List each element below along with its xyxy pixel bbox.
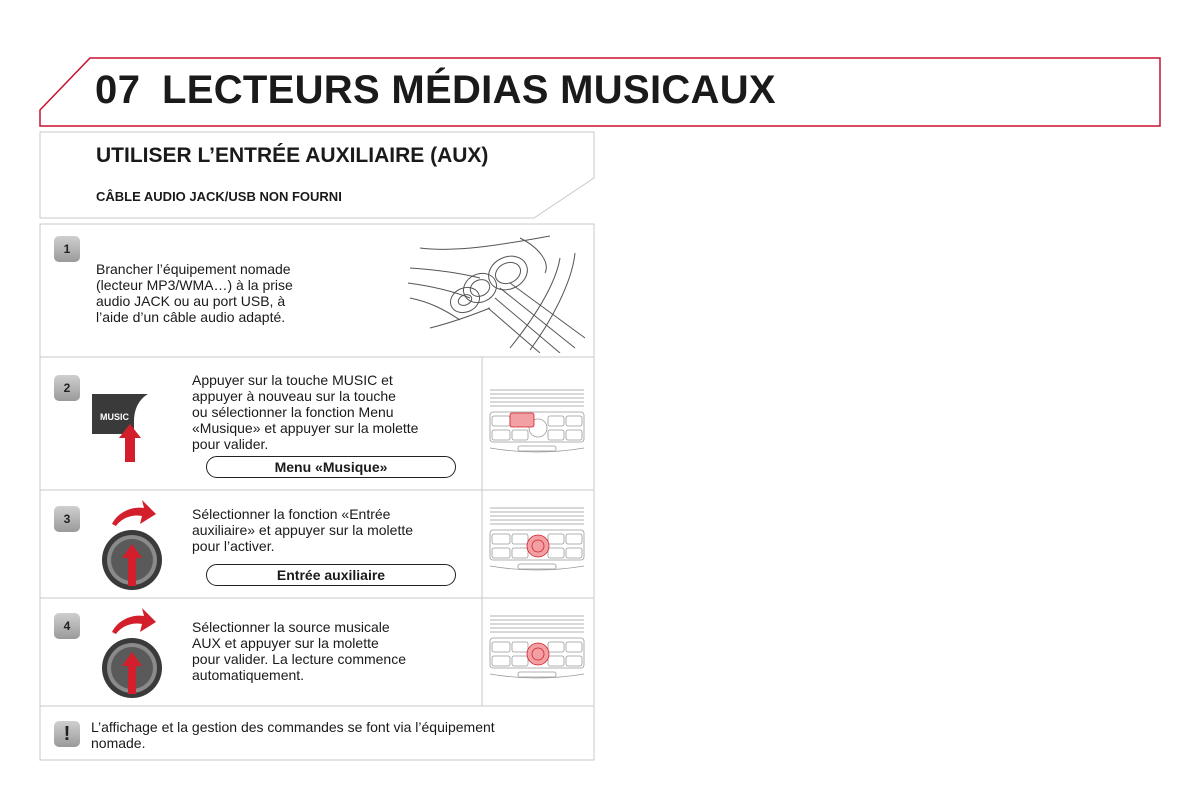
- dial-knob-icon: [98, 602, 168, 702]
- music-key-label: MUSIC: [100, 412, 129, 422]
- chapter-number: 07: [95, 68, 141, 112]
- step-4-text: Sélectionner la source musicale AUX et appuyer sur la molette pour valider. La lecture commence automatiquement.: [192, 619, 406, 683]
- step-2-badge: 2: [54, 375, 80, 401]
- music-key-icon: [88, 388, 168, 468]
- step-2-text: Appuyer sur la touche MUSIC et appuyer à nouveau sur la touche ou sélectionner la fonction Menu «Musique» et appuyer sur la molette pour valider.: [192, 372, 419, 452]
- step-4-badge: 4: [54, 613, 80, 639]
- step-3-badge: 3: [54, 506, 80, 532]
- exclamation-icon: !: [54, 721, 80, 747]
- section-subtitle: CÂBLE AUDIO JACK/USB NON FOURNI: [96, 189, 342, 204]
- dial-knob-icon: [98, 494, 168, 594]
- radio-panel-dial-icon: [486, 504, 588, 582]
- chapter-title: LECTEURS MÉDIAS MUSICAUX: [162, 68, 776, 112]
- radio-panel-music-icon: [486, 386, 588, 464]
- step-1-text: Brancher l’équipement nomade (lecteur MP3/WMA…) à la prise audio JACK ou au port USB, à l’aide d’un câble audio adapté.: [96, 261, 293, 325]
- note-text: L’affichage et la gestion des commandes se font via l’équipement nomade.: [91, 719, 495, 751]
- menu-musique-pill: Menu «Musique»: [206, 456, 456, 478]
- step-3-text: Sélectionner la fonction «Entrée auxiliaire» et appuyer sur la molette pour l’activer.: [192, 506, 414, 554]
- jack-usb-port-icon: [400, 228, 590, 353]
- entree-auxiliaire-pill: Entrée auxiliaire: [206, 564, 456, 586]
- radio-panel-dial-icon: [486, 612, 588, 690]
- section-title: UTILISER L’ENTRÉE AUXILIAIRE (AUX): [96, 144, 489, 167]
- step-1-badge: 1: [54, 236, 80, 262]
